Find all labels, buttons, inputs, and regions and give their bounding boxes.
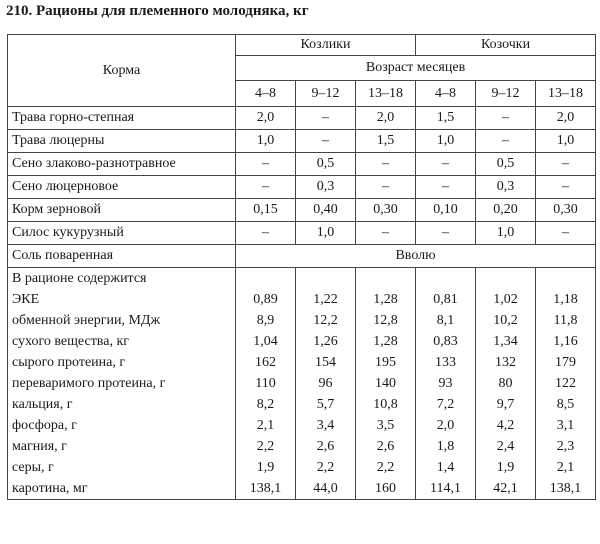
nutrient-row-value: 132: [476, 352, 536, 373]
nutrient-row-value: 8,9: [236, 310, 296, 331]
nutrient-row-value: 195: [356, 352, 416, 373]
feed-row-value: 1,0: [536, 130, 596, 153]
empty-cell: [536, 268, 596, 290]
nutrient-row-value: 2,6: [296, 436, 356, 457]
age-column-header: 9–12: [476, 81, 536, 107]
feeds-body: [8, 107, 596, 245]
feed-row-value: –: [236, 222, 296, 245]
nutrient-row-value: 8,5: [536, 394, 596, 415]
empty-cell: [476, 268, 536, 290]
nutrient-row-value: 1,4: [416, 457, 476, 478]
contains-label: В рационе содержится: [8, 268, 236, 290]
nutrient-row-label: ЭКЕ: [8, 289, 236, 310]
feed-row: [8, 153, 596, 176]
feed-row: [8, 222, 596, 245]
age-column-header: 13–18: [356, 81, 416, 107]
nutrient-row-value: 1,02: [476, 289, 536, 310]
group-header-does: Козочки: [416, 35, 596, 56]
nutrient-row-value: 1,22: [296, 289, 356, 310]
nutrient-row-value: 8,1: [416, 310, 476, 331]
nutrient-row-value: 114,1: [416, 478, 476, 500]
feed-row: [8, 176, 596, 199]
nutrient-row-value: 2,1: [536, 457, 596, 478]
feed-row-value: 0,30: [536, 199, 596, 222]
nutrient-row-value: 1,34: [476, 331, 536, 352]
feed-row-value: 1,5: [356, 130, 416, 153]
nutrient-row-value: 3,1: [536, 415, 596, 436]
nutrient-row: [8, 373, 596, 394]
nutrient-row-value: 162: [236, 352, 296, 373]
nutrient-row: [8, 436, 596, 457]
feed-row-value: –: [476, 107, 536, 130]
nutrient-row-value: 140: [356, 373, 416, 394]
nutrient-row-value: 2,2: [356, 457, 416, 478]
nutrient-row-value: 7,2: [416, 394, 476, 415]
feed-row-value: –: [476, 130, 536, 153]
empty-cell: [416, 268, 476, 290]
nutrient-row-label: кальция, г: [8, 394, 236, 415]
nutrient-row-value: 2,4: [476, 436, 536, 457]
nutrient-row-value: 1,9: [476, 457, 536, 478]
age-column-header: 9–12: [296, 81, 356, 107]
nutrient-row-value: 80: [476, 373, 536, 394]
nutrient-row-value: 12,2: [296, 310, 356, 331]
nutrient-row-label: магния, г: [8, 436, 236, 457]
nutrient-row-value: 10,8: [356, 394, 416, 415]
nutrient-row-value: 160: [356, 478, 416, 500]
feed-row-value: 1,0: [236, 130, 296, 153]
nutrient-row: [8, 478, 596, 500]
nutrient-row-value: 138,1: [236, 478, 296, 500]
nutrient-row-value: 10,2: [476, 310, 536, 331]
salt-body: [8, 245, 596, 268]
feed-row-value: 0,5: [476, 153, 536, 176]
feed-row-label: Силос кукурузный: [8, 222, 236, 245]
feed-row-value: 1,5: [416, 107, 476, 130]
feed-row-value: –: [416, 222, 476, 245]
nutrient-row-value: 2,2: [296, 457, 356, 478]
feed-row-value: 0,30: [356, 199, 416, 222]
table-title: 210. Рационы для племенного молодняка, кг: [6, 3, 309, 19]
contains-row: [8, 268, 596, 290]
nutrient-row-label: серы, г: [8, 457, 236, 478]
nutrient-row-value: 1,28: [356, 331, 416, 352]
age-column-header: 13–18: [536, 81, 596, 107]
nutrient-row-value: 5,7: [296, 394, 356, 415]
nutrient-row-value: 1,16: [536, 331, 596, 352]
nutrient-row-value: 8,2: [236, 394, 296, 415]
feed-row-label: Сено люцерновое: [8, 176, 236, 199]
nutrient-row-value: 3,4: [296, 415, 356, 436]
nutrient-row-value: 2,1: [236, 415, 296, 436]
feed-row-value: –: [416, 176, 476, 199]
nutrient-row: [8, 457, 596, 478]
nutrient-row-value: 1,28: [356, 289, 416, 310]
nutrient-row-value: 0,83: [416, 331, 476, 352]
nutrient-row-label: сухого вещества, кг: [8, 331, 236, 352]
salt-row: [8, 245, 596, 268]
nutrient-row-value: 179: [536, 352, 596, 373]
nutrient-row-value: 9,7: [476, 394, 536, 415]
feed-row: [8, 130, 596, 153]
feed-row-value: –: [236, 176, 296, 199]
feed-row: [8, 107, 596, 130]
feed-row-value: 0,40: [296, 199, 356, 222]
feed-row-label: Трава люцерны: [8, 130, 236, 153]
nutrient-row: [8, 310, 596, 331]
nutrient-row: [8, 352, 596, 373]
nutrient-row-value: 1,8: [416, 436, 476, 457]
feed-row-value: –: [536, 153, 596, 176]
feed-row-value: 1,0: [296, 222, 356, 245]
feed-row-value: 0,15: [236, 199, 296, 222]
nutrient-row-value: 2,3: [536, 436, 596, 457]
age-header: Возраст месяцев: [236, 56, 596, 81]
feeds-header: Корма: [8, 35, 236, 107]
feed-row-value: –: [416, 153, 476, 176]
feed-row-value: –: [236, 153, 296, 176]
feed-row-value: –: [356, 222, 416, 245]
nutrient-row-value: 44,0: [296, 478, 356, 500]
nutrient-row-label: обменной энергии, МДж: [8, 310, 236, 331]
nutrient-row-value: 1,04: [236, 331, 296, 352]
feed-row-value: 1,0: [476, 222, 536, 245]
feed-row-value: 2,0: [236, 107, 296, 130]
feed-row-value: –: [536, 222, 596, 245]
feed-row-value: –: [356, 176, 416, 199]
feed-row-label: Сено злаково-разнотравное: [8, 153, 236, 176]
feed-row-value: –: [296, 107, 356, 130]
nutrient-row-label: фосфора, г: [8, 415, 236, 436]
nutrient-row: [8, 331, 596, 352]
nutrient-row-value: 1,26: [296, 331, 356, 352]
feed-row-value: 0,10: [416, 199, 476, 222]
salt-value: Вволю: [236, 245, 596, 268]
nutrient-row-value: 3,5: [356, 415, 416, 436]
feed-row: [8, 199, 596, 222]
nutrient-row-value: 1,18: [536, 289, 596, 310]
feed-row-label: Корм зерновой: [8, 199, 236, 222]
nutrients-body: [8, 268, 596, 500]
nutrient-row-value: 110: [236, 373, 296, 394]
nutrient-row: [8, 394, 596, 415]
nutrient-row-value: 4,2: [476, 415, 536, 436]
feed-row-value: 1,0: [416, 130, 476, 153]
nutrient-row-value: 154: [296, 352, 356, 373]
feed-row-value: 0,3: [476, 176, 536, 199]
nutrient-row-label: переваримого протеина, г: [8, 373, 236, 394]
salt-label: Соль поваренная: [8, 245, 236, 268]
nutrient-row: [8, 415, 596, 436]
feed-row-value: 2,0: [536, 107, 596, 130]
nutrient-row-value: 0,81: [416, 289, 476, 310]
nutrient-row-value: 2,2: [236, 436, 296, 457]
nutrient-row-value: 96: [296, 373, 356, 394]
feed-row-value: 2,0: [356, 107, 416, 130]
nutrient-row-value: 122: [536, 373, 596, 394]
group-header-bucks: Козлики: [236, 35, 416, 56]
feed-row-value: –: [356, 153, 416, 176]
nutrient-row-value: 42,1: [476, 478, 536, 500]
nutrient-row-value: 11,8: [536, 310, 596, 331]
nutrient-row-value: 0,89: [236, 289, 296, 310]
nutrient-row: [8, 289, 596, 310]
empty-cell: [296, 268, 356, 290]
age-column-header: 4–8: [416, 81, 476, 107]
age-column-header: 4–8: [236, 81, 296, 107]
feed-row-label: Трава горно-степная: [8, 107, 236, 130]
nutrient-row-value: 1,9: [236, 457, 296, 478]
nutrient-row-value: 2,0: [416, 415, 476, 436]
nutrient-row-value: 138,1: [536, 478, 596, 500]
feed-row-value: –: [536, 176, 596, 199]
feed-row-value: 0,5: [296, 153, 356, 176]
nutrient-row-value: 93: [416, 373, 476, 394]
nutrient-row-value: 2,6: [356, 436, 416, 457]
ration-table: [7, 34, 596, 500]
nutrient-row-value: 133: [416, 352, 476, 373]
empty-cell: [356, 268, 416, 290]
feed-row-value: 0,20: [476, 199, 536, 222]
empty-cell: [236, 268, 296, 290]
nutrient-row-value: 12,8: [356, 310, 416, 331]
feed-row-value: 0,3: [296, 176, 356, 199]
nutrient-row-label: сырого протеина, г: [8, 352, 236, 373]
feed-row-value: –: [296, 130, 356, 153]
nutrient-row-label: каротина, мг: [8, 478, 236, 500]
